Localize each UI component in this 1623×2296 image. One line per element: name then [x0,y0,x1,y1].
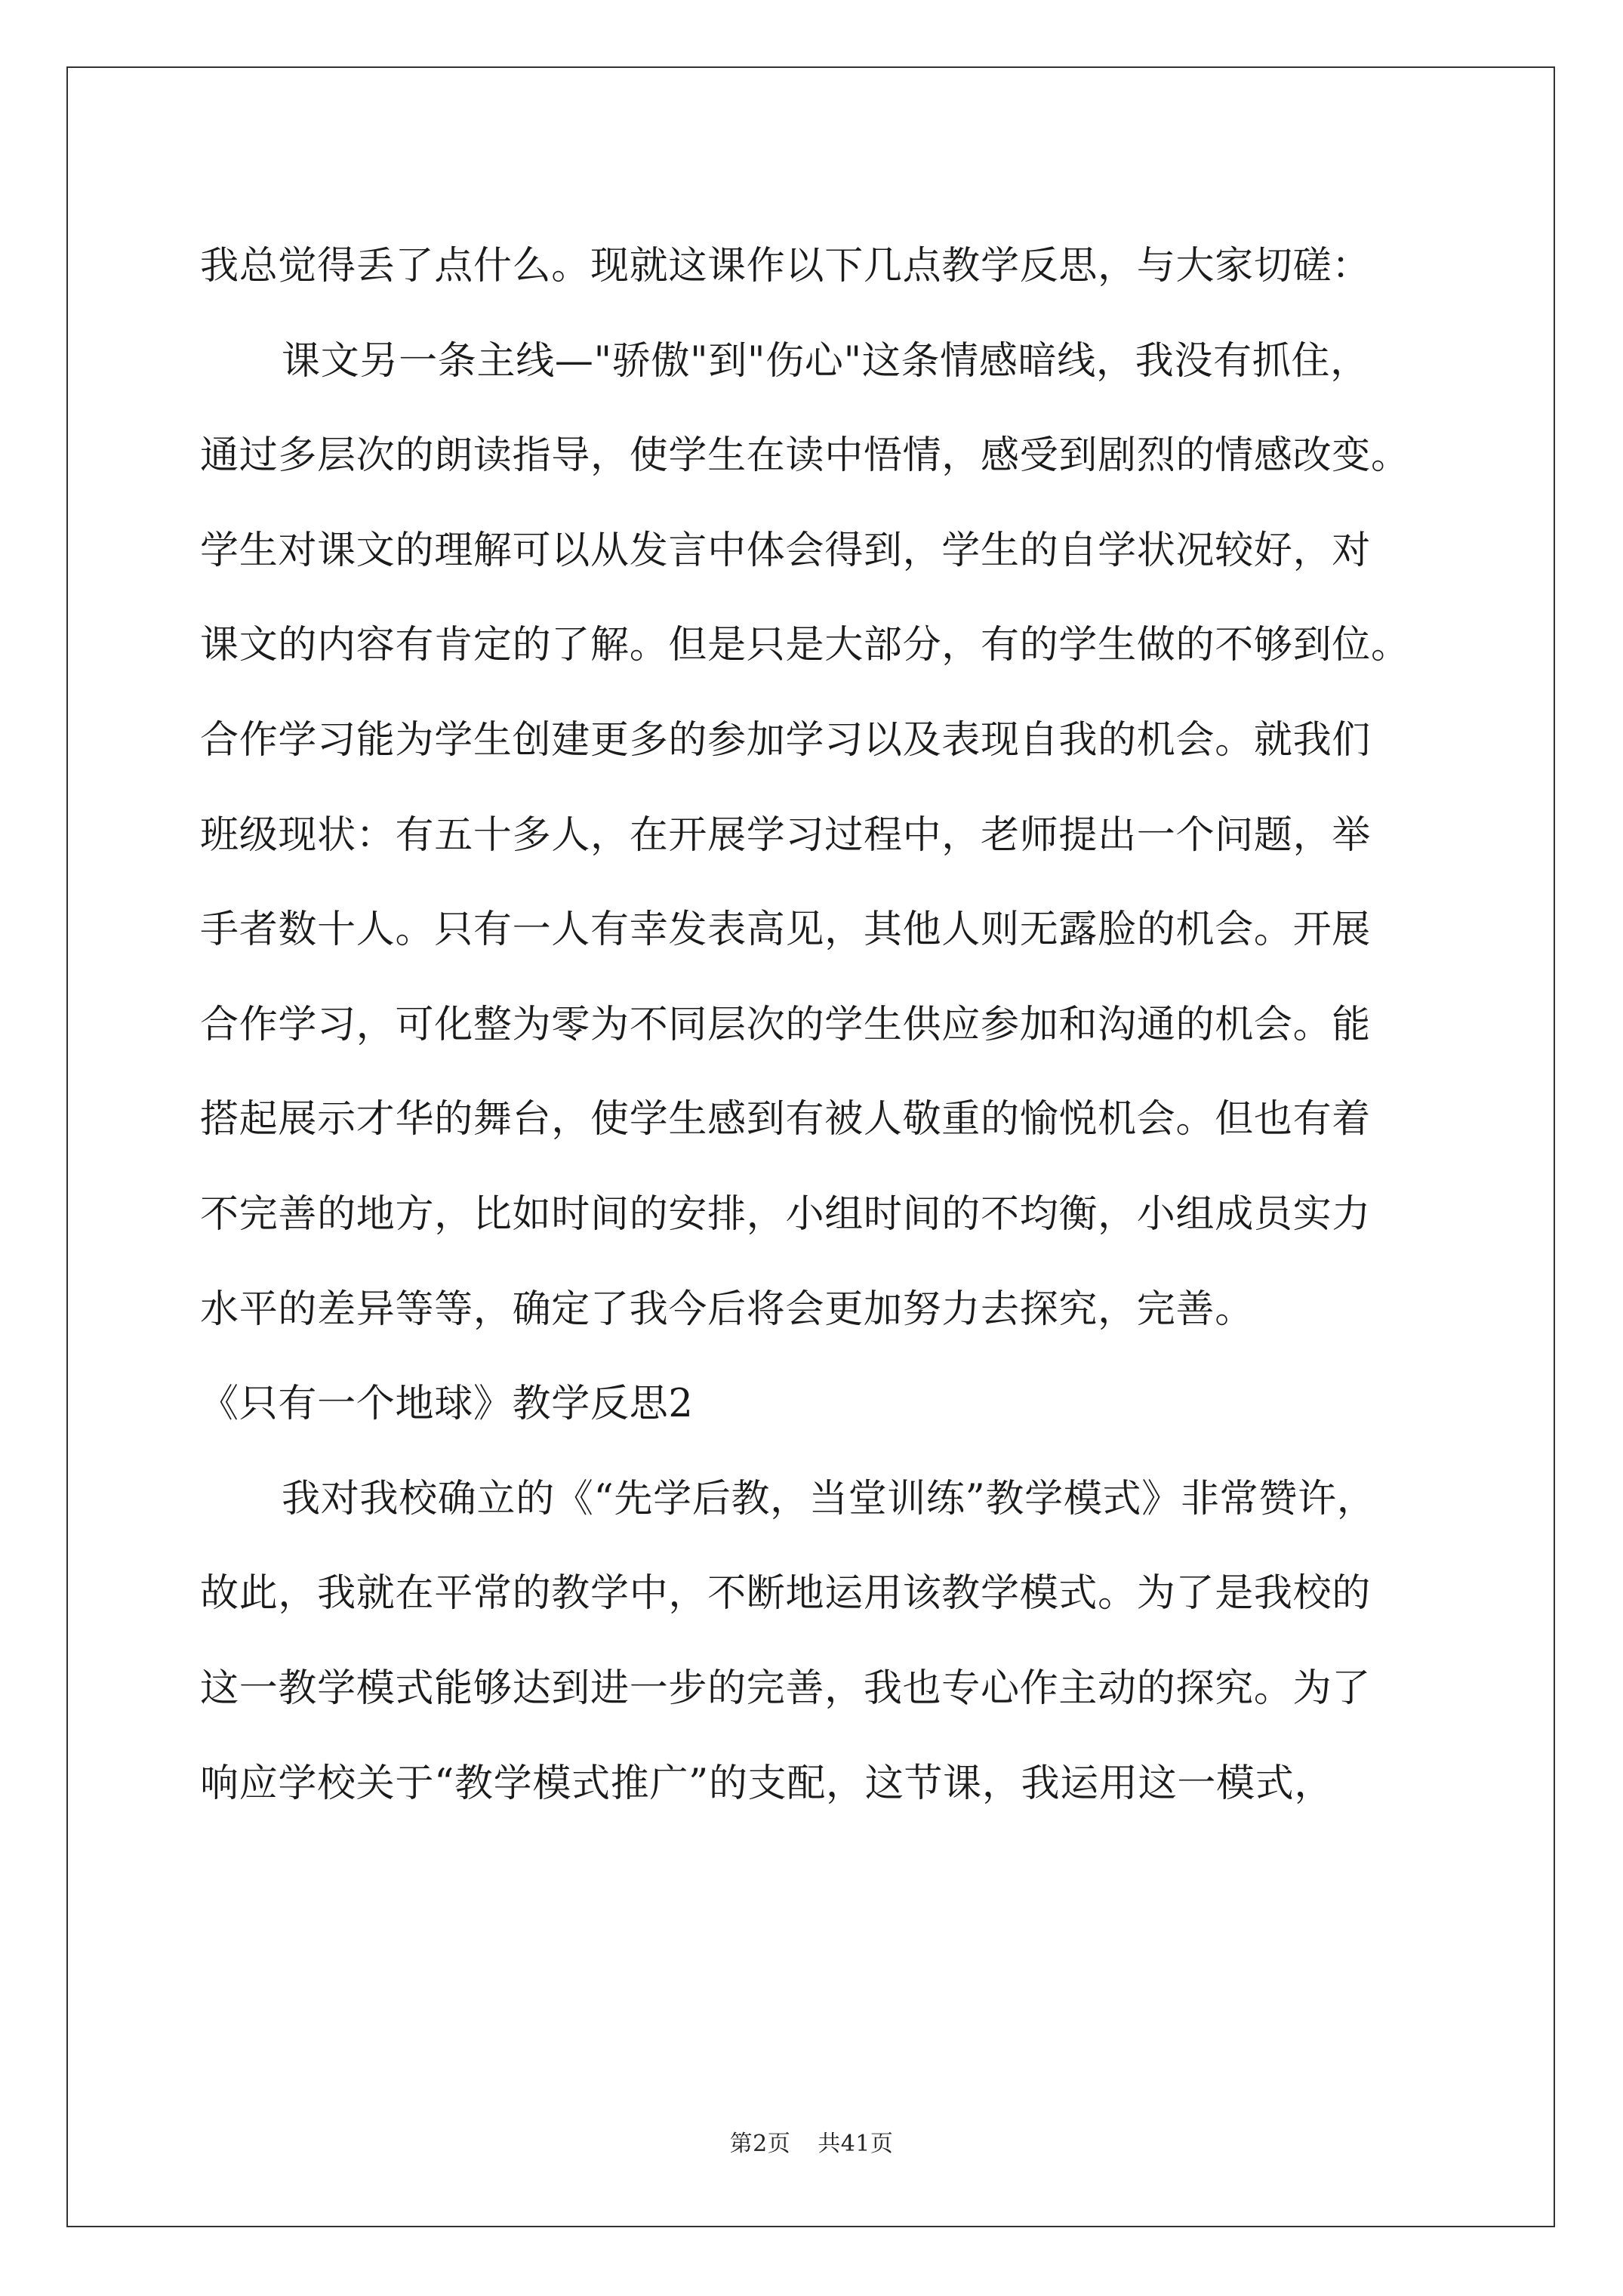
text-line: 搭起展示才华的舞台，使学生感到有被人敬重的愉悦机会。但也有着 [200,1097,1372,1142]
text-line: 课文另一条主线—"骄傲"到"伤心"这条情感暗线，我没有抓住， [282,338,1369,384]
text-line: 不完善的地方，比如时间的安排，小组时间的不均衡，小组成员实力 [200,1191,1372,1237]
text-line: 这一教学模式能够达到进一步的完善，我也专心作主动的探究。为了 [200,1666,1372,1711]
section-heading: 《只有一个地球》教学反思2 [200,1382,694,1427]
text-line: 班级现状：有五十多人，在开展学习过程中，老师提出一个问题，举 [200,812,1372,858]
text-line: 故此，我就在平常的教学中，不断地运用该教学模式。为了是我校的 [200,1571,1372,1616]
document-body [200,219,1438,1831]
page-number: 第2页 [729,2131,791,2157]
text-line: 学生对课文的理解可以从发言中体会得到，学生的自学状况较好，对 [200,528,1372,573]
text-line: 通过多层次的朗读指导，使学生在读中悟情，感受到剧烈的情感改变。 [200,433,1410,479]
text-line: 合作学习，可化整为零为不同层次的学生供应参加和沟通的机会。能 [200,1002,1372,1047]
page-total: 共41页 [818,2131,894,2157]
text-line: 手者数十人。只有一人有幸发表高见，其他人则无露脸的机会。开展 [200,908,1372,953]
page-footer [0,2125,1623,2158]
text-line: 我总觉得丢了点什么。现就这课作以下几点教学反思，与大家切磋： [200,244,1372,288]
text-line: 合作学习能为学生创建更多的参加学习以及表现自我的机会。就我们 [200,717,1372,763]
text-line: 响应学校关于“教学模式推广”的支配，这节课，我运用这一模式， [200,1761,1334,1806]
text-line: 我对我校确立的《“先学后教，当堂训练”教学模式》非常赞许， [282,1476,1376,1521]
text-line: 课文的内容有肯定的了解。但是只是大部分，有的学生做的不够到位。 [200,623,1410,668]
text-line: 水平的差异等等，确定了我今后将会更加努力去探究，完善。 [200,1287,1254,1332]
